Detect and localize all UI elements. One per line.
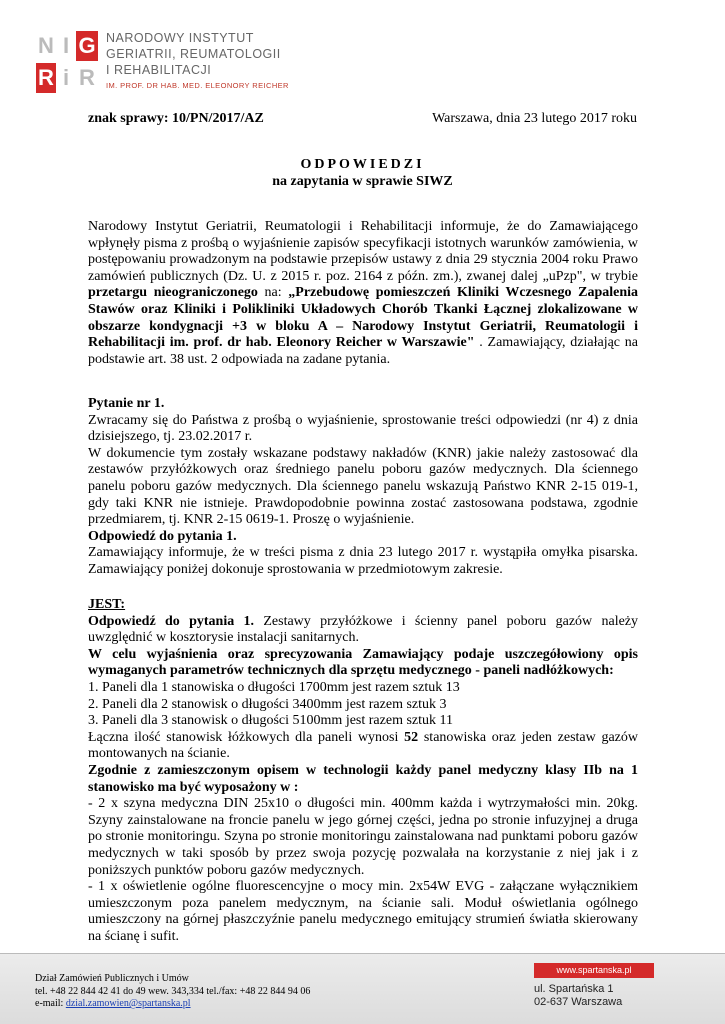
intro-text: . Zamawiający, działając na podstawie art. 38 ust. 2 odpowiada na zadane pytania. [88, 335, 638, 367]
spec-item: - 2 x szyna medyczna DIN 25x10 o długości min. 400mm każda i wytrzymałości min. 20kg. Szyny zainstalowane na froncie panelu w jego górnej części, jedna po stronie infuzyjnej a druga po stronie monitoringu. Szyna po stronie monitoringu zainstalowana nad punktami poboru gazów medycznych w taki sposób by przez swoja pozycję pozwalała na korzystanie z niej jak i z poniższych punktów poboru gazów medycznych. [88, 796, 638, 878]
procedure-type: przetargu nieograniczonego [88, 285, 258, 301]
logo-letter: R [36, 63, 56, 93]
answer-text: Zamawiający informuje, że w treści pisma z dnia 23 lutego 2017 r. wystąpiła omyłka pisarska. Zamawiający poniżej dokonuje sprostowania w przedmiotowym zakresie. [88, 545, 638, 577]
question-heading: Pytanie nr 1. [88, 395, 165, 411]
logo-letter: I [62, 33, 70, 58]
panel-item: 3. Paneli dla 3 stanowisk o długości 5100mm jest razem sztuk 11 [88, 713, 453, 729]
jest-heading: JEST: [88, 597, 126, 613]
question-text: Zwracamy się do Państwa z prośbą o wyjaśnienie, sprostowanie treści odpowiedzi (nr 4) z dnia dzisiejszego, tj. 23.02.2017 r. [88, 412, 638, 445]
footer-phone: tel. +48 22 844 42 41 do 49 wew. 343,334 tel./fax: +48 22 844 94 06 [35, 985, 311, 997]
answer-heading: Odpowiedź do pytania 1. [88, 528, 237, 544]
footer-dept: Dział Zamówień Publicznych i Umów [35, 973, 189, 984]
email-link[interactable]: dzial.zamowien@spartanska.pl [65, 998, 191, 1009]
logo-letter: G [76, 31, 98, 61]
logo-letter: N [38, 33, 54, 58]
logo-letter: R [79, 65, 95, 90]
logo-letter: i [62, 65, 70, 90]
panel-total: Łączna ilość stanowisk łóżkowych dla paneli wynosi 52 stanowiska oraz jeden zestaw gazów montowanych na ścianie. [88, 729, 639, 762]
institute-line: NARODOWY INSTYTUT [106, 31, 254, 45]
case-reference: znak sprawy: 10/PN/2017/AZ [88, 111, 264, 126]
document-date: Warszawa, dnia 23 lutego 2017 roku [432, 111, 637, 126]
equipment-heading: Zgodnie z zamieszczonym opisem w technologii każdy panel medyczny klasy IIb na 1 stanowisko ma być wyposażony w : [88, 763, 638, 795]
institute-line: I REHABILITACJI [106, 63, 212, 77]
intro-text: Narodowy Instytut Geriatrii, Reumatologii i Rehabilitacji informuje, że do Zamawiającego wpłynęły pisma z prośbą o wyjaśnienie zapisów specyfikacji istotnych warunków zamówienia, w postępowaniu prowadzonym na podstawie przepisów ustawy z dnia 29 stycznia 2004 roku Prawo zamówień publicznych (Dz. U. z 2015 r. poz. 2164 z późn. zm.), zwanej dalej „uPzp", w trybie [88, 219, 638, 284]
footer-city: 02-637 Warszawa [534, 996, 623, 1008]
spec-intro: W celu wyjaśnienia oraz sprecyzowania Zamawiający podaje uszczegółowiony opis wymaganych parametrów technicznych dla sprzętu medycznego - paneli nadłóżkowych: [88, 646, 638, 679]
document-subtitle: na zapytania w sprawie SIWZ [272, 174, 453, 189]
spec-item: - 1 x oświetlenie ogólne fluorescencyjne o mocy min. 2x54W EVG - załączane wyłącznikiem umieszczonym poza panelem medycznym, na ścianie sali. Moduł oświetlania ogólnego umieszczony na górnej płaszczyźnie panelu medycznego emitujący strumień światła skierowany na ścianę i sufit. [88, 879, 638, 944]
footer-address [534, 983, 622, 1009]
institute-patron: IM. PROF. DR HAB. MED. ELEONORY REICHER [106, 81, 289, 90]
panel-item: 1. Paneli dla 1 stanowiska o długości 1700mm jest razem sztuk 13 [88, 680, 460, 696]
institute-logo [36, 31, 98, 93]
intro-text: na: [257, 285, 289, 301]
footer-contact [35, 973, 310, 1011]
intro-paragraph [88, 219, 638, 368]
document-body [88, 219, 638, 946]
project-name: „Przebudowę pomieszczeń Kliniki Wczesnego Zapalenia Stawów oraz Kliniki i Polikliniki Układowych Chorób Tkanki Łącznej zlokalizowane w obszarze kondygnacji +3 w bloku A – Narodowy Instytut Geriatrii, Reumatologii i Rehabilitacji im. prof. dr hab. Eleonory Reicher w Warszawie" [88, 285, 639, 351]
institute-line: GERIATRII, REUMATOLOGII [106, 47, 281, 61]
institute-name [106, 30, 289, 90]
panel-item: 2. Paneli dla 2 stanowisk o długości 3400mm jest razem sztuk 3 [88, 696, 447, 712]
footer-divider [0, 953, 725, 954]
footer-street: ul. Spartańska 1 [534, 983, 614, 995]
footer-email-line: e-mail: dzial.zamowien@spartanska.pl [35, 998, 191, 1009]
document-title: ODPOWIEDZI [300, 157, 425, 172]
corrected-answer: Odpowiedź do pytania 1. Zestawy przyłóżkowe i ścienny panel poboru gazów należy uwzględnić w kosztorysie instalacji sanitarnych. [88, 613, 639, 646]
website-badge[interactable]: www.spartanska.pl [534, 963, 654, 978]
question-text: W dokumencie tym zostały wskazane podstawy nakładów (KNR) jakie należy zastosować dla zestawów przyłóżkowych oraz średniego panelu poboru gazów medycznych. Dla ściennego panelu poboru gazów medycznych. Dla ściennego panelu wskazują Państwo KNR 2-15 019-1, gdy taki KNR nie istnieje. Prawdopodobnie powinna zostać zastosowana podstawa, zgodnie przedmiarem, tj. KNR 2-15 0619-1. Proszę o wyjaśnienie. [88, 445, 638, 528]
